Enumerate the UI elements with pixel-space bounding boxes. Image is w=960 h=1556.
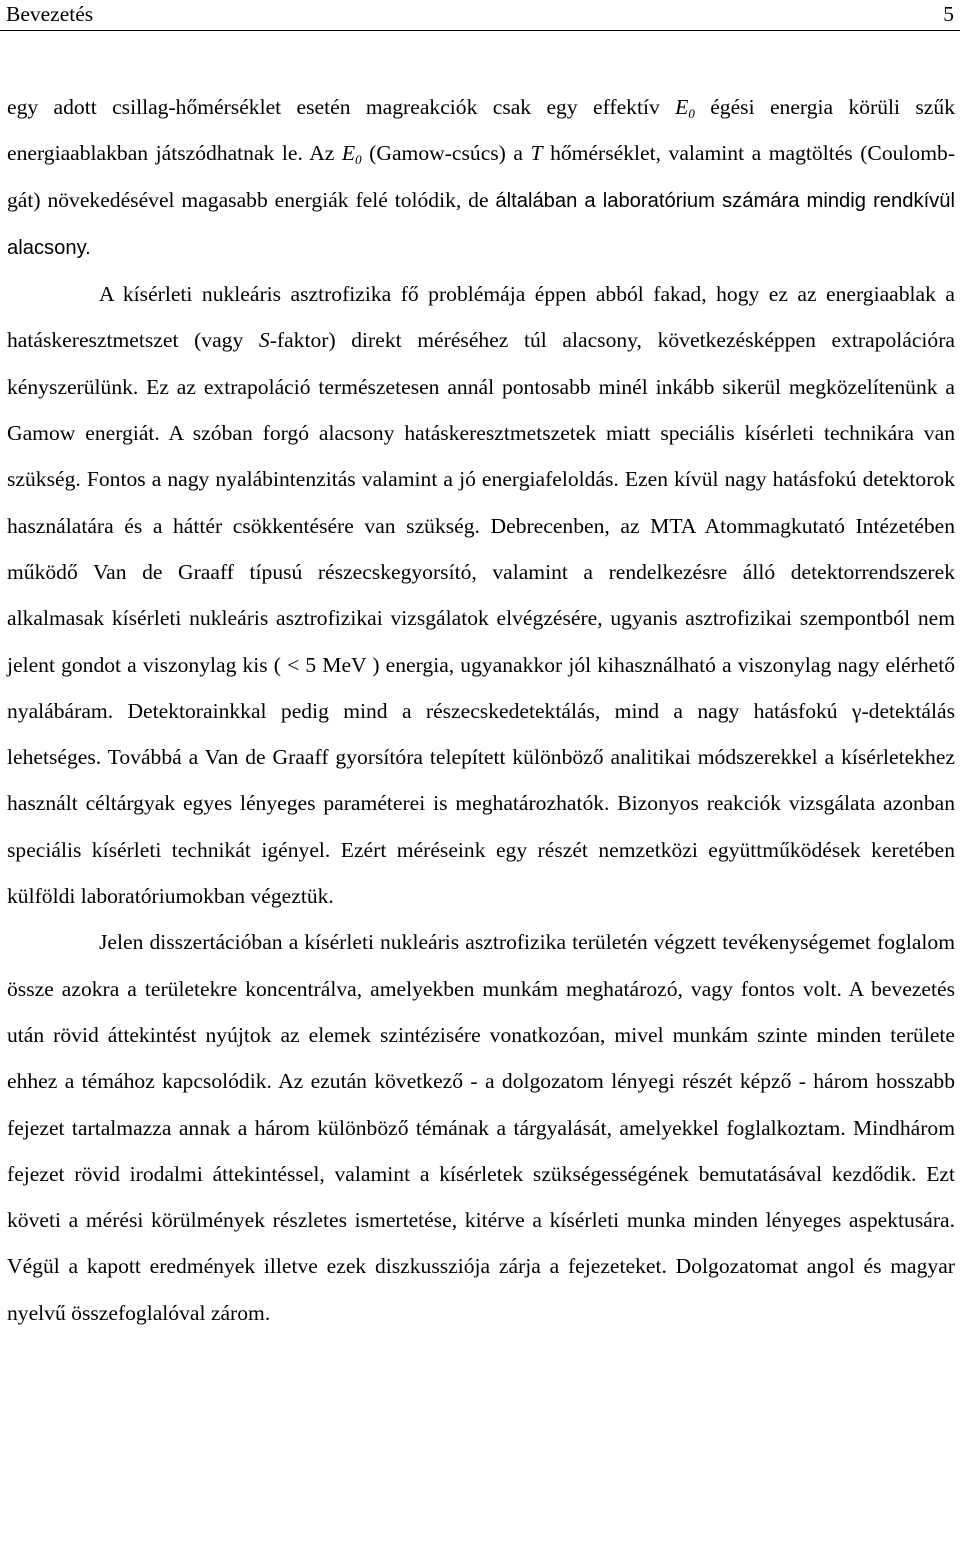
symbol-E: E xyxy=(675,95,689,119)
document-body xyxy=(7,84,955,1336)
text-run: égési energia körüli szűk energiaablakban játszódhatnak le. Az xyxy=(7,95,955,166)
page-header xyxy=(0,0,960,31)
symbol-T: T xyxy=(530,141,543,166)
subscript-0: 0 xyxy=(355,152,362,168)
text-run: A kísérleti nukleáris asztrofizika fő problémája éppen abból fakad, hogy ez az energiaablak a hatáskeresztmetszet (vagy xyxy=(7,282,955,353)
paragraph-2 xyxy=(7,271,955,919)
text-run: hőmérséklet, valamint a magtöltés (Coulomb-gát) növekedésével magasabb energiák felé tolódik, de xyxy=(7,141,956,212)
symbol-E0 xyxy=(341,141,362,168)
text-run: -faktor) direkt méréséhez túl alacsony, következésképpen extrapolációra kényszerülünk. Ez az extrapoláció természetesen annál pontosabb minél inkább sikerül megközelítenünk a Gamow energiát. A szóban forgó alacsony hatáskeresztmetszetek miatt speciális kísérleti technikára van szükség. Fontos a nagy nyalábintenzitás valamint a jó energiafeloldás. Ezen kívül nagy hatásfokú detektorok használatára és a háttér csökkentésére van szükség. Debrecenben, az MTA Atommagkutató Intézetében működő Van de Graaff típusú részecskegyorsító, valamint a rendelkezésre álló detektorrendszerek alkalmasak kísérleti nukleáris asztrofizikai vizsgálatok elvégzésére, ugyanis asztrofizikai szempontból nem jelent gondot a viszonylag kis ( < 5 MeV ) energia, ugyanakkor jól kihasználható a viszonylag nagy elérhető nyalábáram. Detektorainkkal pedig mind a részecskedetektálás, mind a nagy hatásfokú γ-detektálás lehetséges. Továbbá a Van de Graaff gyorsítóra telepített különböző analitikai módszerekkel a kísérletekhez használt céltárgyak egyes lényeges paraméterei is meghatározhatók. Bizonyos reakciók vizsgálata azonban speciális kísérleti technikát igényel. Ezért méréseink egy részét nemzetközi együttműködések keretében külföldi laboratóriumokban végeztük. xyxy=(7,328,955,909)
paragraph-1 xyxy=(7,84,955,271)
symbol-S: S xyxy=(258,328,270,353)
paragraph-3: Jelen disszertációban a kísérleti nukleáris asztrofizika területén végzett tevékenységemet foglalom össze azokra a területekre koncentrálva, amelyekben munkám meghatározó, vagy fontos volt. A bevezetés után rövid áttekintést nyújtok az elemek szintézisére vonatkozóan, mivel munkám szinte minden területe ehhez a témához kapcsolódik. Az ezután következő - a dolgozatom lényegi részét képző - három hosszabb fejezet tartalmazza annak a három különböző témának a tárgyalását, amelyekkel foglalkoztam. Mindhárom fejezet rövid irodalmi áttekintéssel, valamint a kísérletek szükségességének bemutatásával kezdődik. Ezt követi a mérési körülmények részletes ismertetése, kitérve a kísérleti munka minden lényeges aspektusára. Végül a kapott eredmények illetve ezek diszkussziója zárja a fejezeteket. Dolgozatomat angol és magyar nyelvű összefoglalóval zárom. xyxy=(7,930,955,1325)
text-run: egy adott csillag-hőmérséklet esetén magreakciók csak egy effektív xyxy=(7,95,676,119)
symbol-E: E xyxy=(341,141,356,166)
symbol-E0 xyxy=(675,95,695,119)
text-run: (Gamow-csúcs) a xyxy=(361,141,531,166)
running-title: Bevezetés xyxy=(6,2,94,26)
subscript-0: 0 xyxy=(688,106,695,121)
text-run-sans: általában a laboratórium számára mindig rendkívül alacsony. xyxy=(7,189,955,259)
page-number: 5 xyxy=(943,2,954,26)
